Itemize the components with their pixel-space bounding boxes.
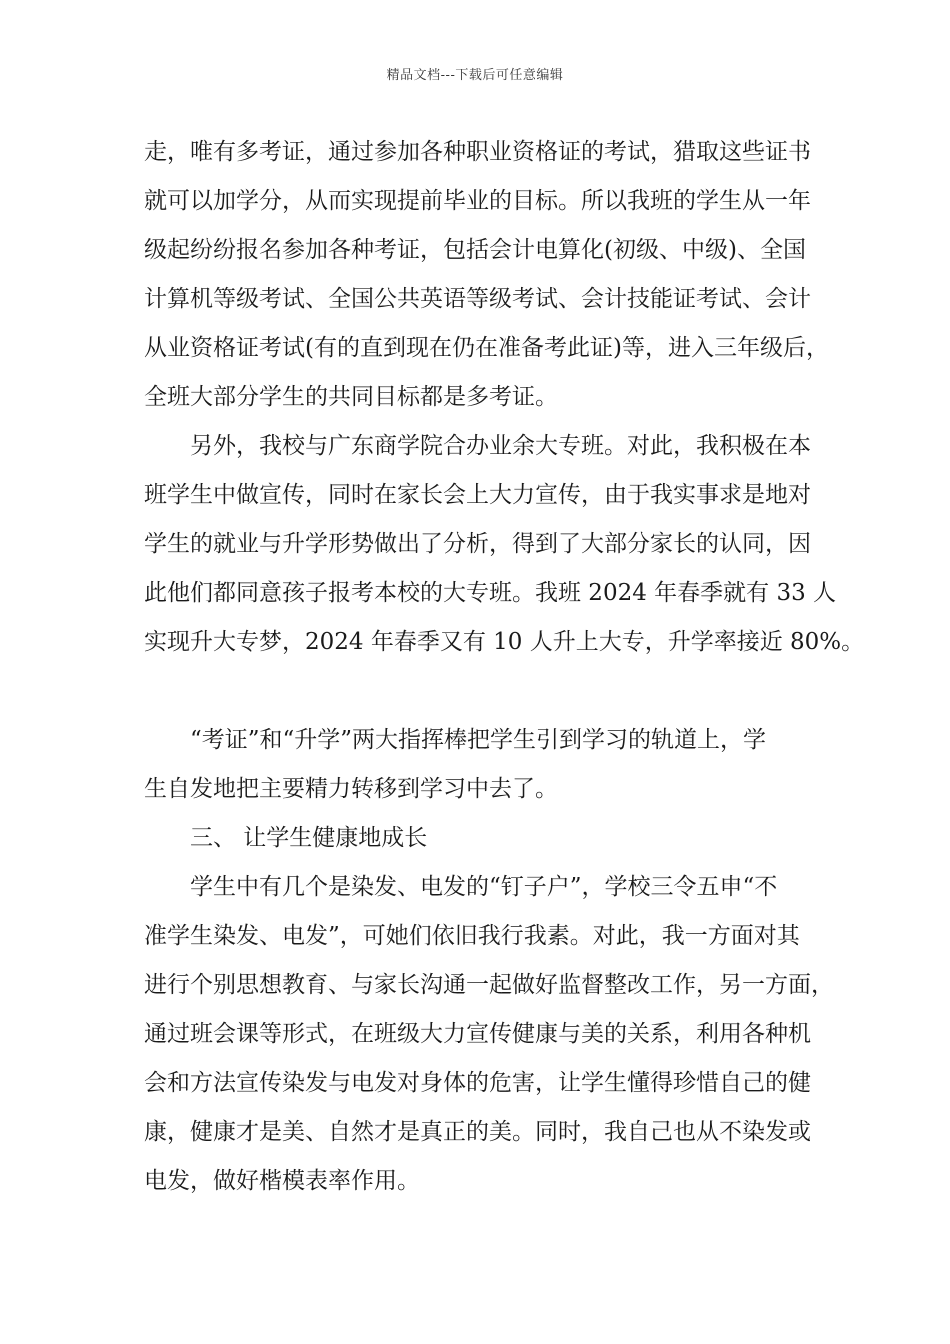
text-line: 实现升大专梦，2024 年春季又有 10 人升上大专，升学率接近 80%。	[144, 629, 865, 655]
page-header: 精品文档---下载后可任意编辑	[386, 68, 564, 83]
paragraph-4	[144, 863, 834, 1206]
document-body	[144, 128, 865, 1206]
text-line: 级起纷纷报名参加各种考证，包括会计电算化(初级、中级)、全国	[144, 237, 806, 263]
paragraph-1	[144, 128, 829, 422]
text-line: 康，健康才是美、自然才是真正的美。同时，我自己也从不染发或	[144, 1119, 811, 1145]
paragraph-gap	[144, 667, 812, 716]
text-line: 进行个别思想教育、与家长沟通一起做好监督整改工作，另一方面，	[144, 972, 834, 998]
text-line: 此他们都同意孩子报考本校的大专班。我班 2024 年春季就有 33 人	[144, 580, 837, 606]
text-line: 学生的就业与升学形势做出了分析，得到了大部分家长的认同，因	[144, 531, 811, 557]
paragraph-2	[144, 422, 865, 667]
text-line: 通过班会课等形式，在班级大力宣传健康与美的关系，利用各种机	[144, 1021, 811, 1047]
text-line: 生自发地把主要精力转移到学习中去了。	[144, 776, 558, 802]
section-heading: 三、 让学生健康地成长	[190, 825, 428, 851]
text-line: 班学生中做宣传，同时在家长会上大力宣传，由于我实事求是地对	[144, 482, 811, 508]
text-line: 准学生染发、电发”，可她们依旧我行我素。对此，我一方面对其	[144, 923, 800, 949]
text-line: 学生中有几个是染发、电发的“钉子户”，学校三令五申“不	[190, 874, 778, 900]
text-line: 就可以加学分，从而实现提前毕业的目标。所以我班的学生从一年	[144, 188, 811, 214]
text-line: 从业资格证考试(有的直到现在仍在准备考此证)等，进入三年级后，	[144, 335, 829, 361]
text-line: 全班大部分学生的共同目标都是多考证。	[144, 384, 558, 410]
paragraph-3	[144, 716, 812, 814]
text-line: 另外，我校与广东商学院合办业余大专班。对此，我积极在本	[190, 433, 811, 459]
text-line: 计算机等级考试、全国公共英语等级考试、会计技能证考试、会计	[144, 286, 811, 312]
text-line: 电发，做好楷模表率作用。	[144, 1168, 420, 1194]
text-line: 会和方法宣传染发与电发对身体的危害，让学生懂得珍惜自己的健	[144, 1070, 811, 1096]
text-line: “考证”和“升学”两大指挥棒把学生引到学习的轨道上，学	[190, 727, 767, 753]
text-line: 走，唯有多考证，通过参加各种职业资格证的考试，猎取这些证书	[144, 139, 811, 165]
